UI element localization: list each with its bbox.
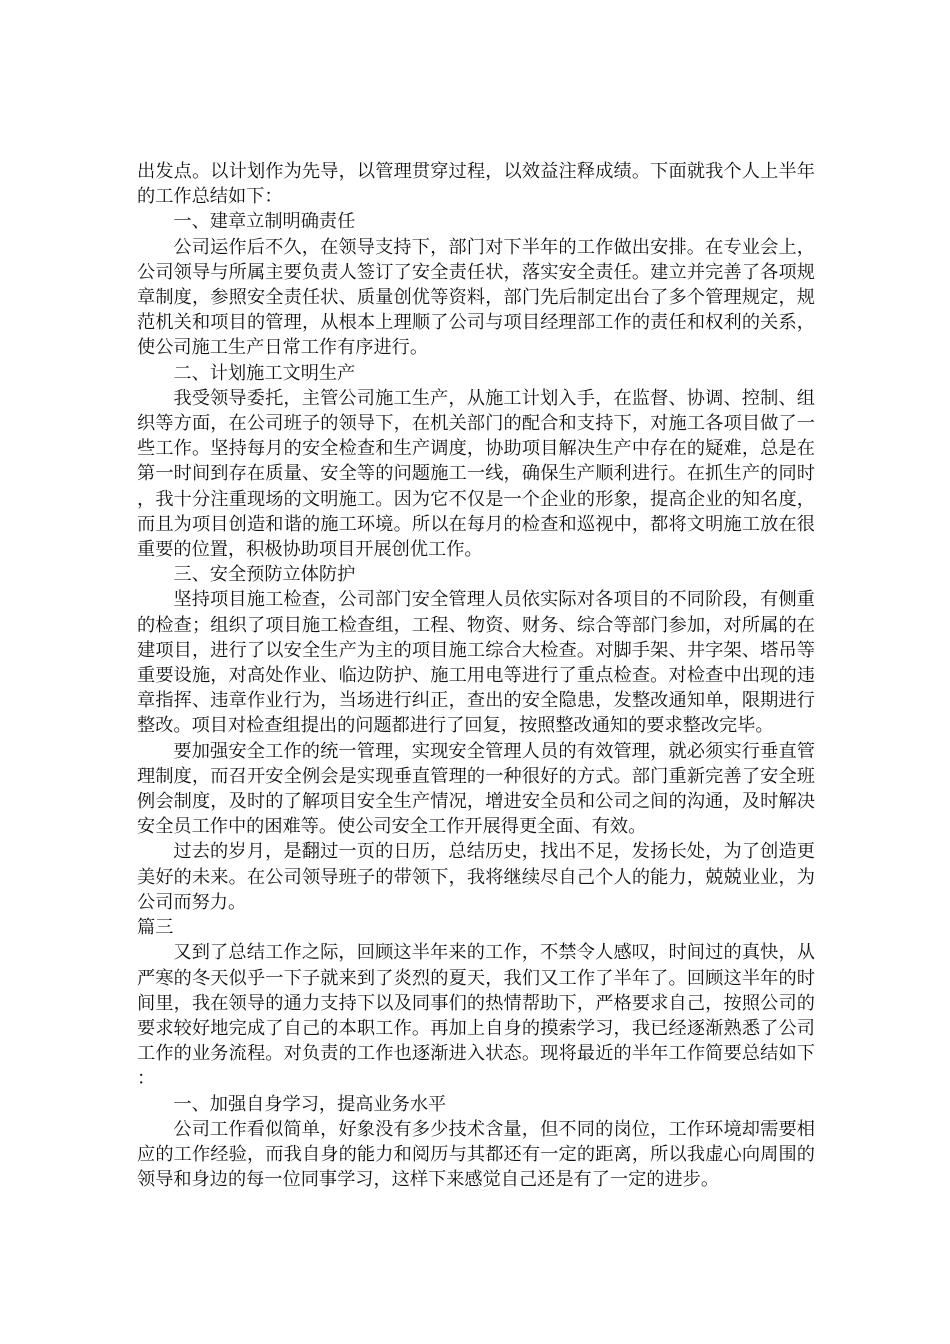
heading-safety: 三、安全预防立体防护 [173, 564, 356, 586]
paragraph-safety-management: 要加强安全工作的统一管理，实现安全管理人员的有效管理，就必须实行垂直管理制度，而召开安全例会是实现垂直管理的一种很好的方式。部门重新完善了安全班例会制度，及时的了解项目安全生产情况，增进安全员和公司之间的沟通，及时解决安全员工作中的困难等。使公司安全工作开展得更全面、有效。 [137, 740, 815, 838]
heading-production: 二、计划施工文明生产 [173, 362, 356, 384]
paragraph-intro: 又到了总结工作之际，回顾这半年来的工作，不禁令人感叹，时间过的真快，从严寒的冬天似乎一下子就来到了炎烈的夏天，我们又工作了半年了。回顾这半年的时间里，我在领导的通力支持下以及同事们的热情帮助下，严格要求自己，按照公司的要求较好地完成了自己的本职工作。再加上自身的摸索学习，我已经逐渐熟悉了公司工作的业务流程。对负责的工作也逐渐进入状态。现将最近的半年工作简要总结如下： [137, 942, 815, 1090]
paragraph-production: 我受领导委托，主管公司施工生产，从施工计划入手，在监督、协调、控制、组织等方面，在公司班子的领导下，在机关部门的配合和支持下，对施工各项目做了一些工作。坚持每月的安全检查和生产调度，协助项目解决生产中存在的疑难，总是在第一时间到存在质量、安全等的问题施工一线，确保生产顺利进行。在抓生产的同时，我十分注重现场的文明施工。因为它不仅是一个企业的形象，提高企业的知名度，而且为项目创造和谐的施工环境。所以在每月的检查和巡视中，都将文明施工放在很重要的位置，积极协助项目开展创优工作。 [137, 387, 815, 561]
heading-learning: 一、加强自身学习，提高业务水平 [173, 1093, 447, 1115]
paragraph-learning: 公司工作看似简单，好象没有多少技术含量，但不同的岗位，工作环境却需要相应的工作经验，而我自身的能力和阅历与其都还有一定的距离，所以我虚心向周围的领导和身边的每一位同事学习，这样下来感觉自己还是有了一定的进步。 [137, 1118, 815, 1191]
paragraph-safety-inspection: 坚持项目施工检查，公司部门安全管理人员依实际对各项目的不同阶段，有侧重的检查；组织了项目施工检查组，工程、物资、财务、综合等部门参加，对所属的在建项目，进行了以安全生产为主的项目施工综合大检查。对脚手架、井字架、塔吊等重要设施，对高处作业、临边防护、施工用电等进行了重点检查。对检查中出现的违章指挥、违章作业行为，当场进行纠正，查出的安全隐患，发整改通知单，限期进行整改。项目对检查组提出的问题都进行了回复，按照整改通知的要求整改完毕。 [137, 589, 815, 737]
document-page [137, 159, 815, 1192]
paragraph-responsibility: 公司运作后不久，在领导支持下，部门对下半年的工作做出安排。在专业会上，公司领导与所属主要负责人签订了安全责任状，落实安全责任。建立并完善了各项规章制度，参照安全责任状、质量创优等资料，部门先后制定出台了多个管理规定，规范机关和项目的管理，从根本上理顺了公司与项目经理部工作的责任和权利的关系，使公司施工生产日常工作有序进行。 [137, 236, 815, 359]
heading-responsibility: 一、建章立制明确责任 [173, 211, 356, 233]
section-title: 篇三 [137, 917, 174, 939]
paragraph-continuation: 出发点。以计划作为先导，以管理贯穿过程，以效益注释成绩。下面就我个人上半年的工作总结如下： [137, 161, 815, 208]
paragraph-conclusion: 过去的岁月，是翻过一页的日历，总结历史，找出不足，发扬长处，为了创造更美好的未来。在公司领导班子的带领下，我将继续尽自己个人的能力，兢兢业业，为公司而努力。 [137, 841, 815, 913]
